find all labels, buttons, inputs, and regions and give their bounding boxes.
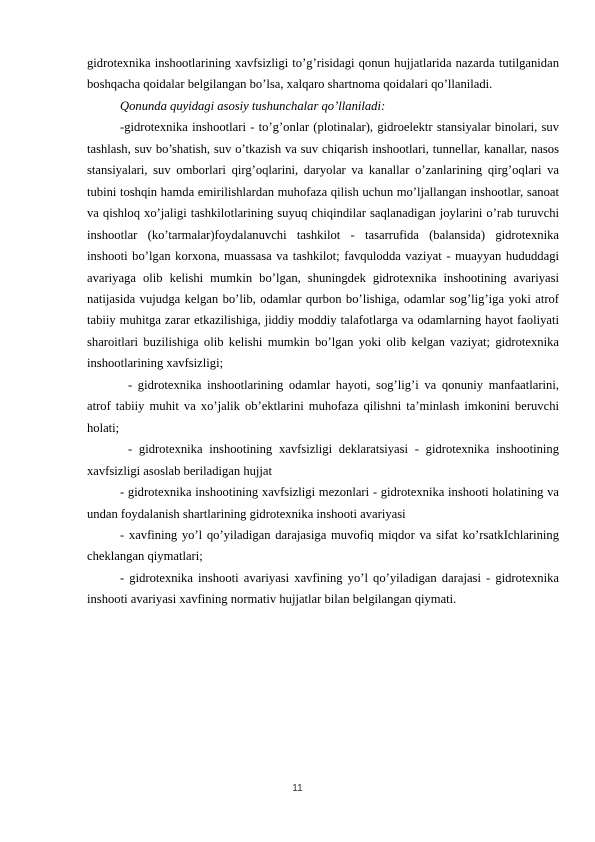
paragraph-definition-safety: - gidrotexnika inshootlarining odamlar hayoti, sog’lig’i va qonuniy manfaatlarini, atrof tabiiy muhit va xo’jalik ob’ektlarini muhofaza qilishni ta’minlash imkonini beruvchi holati;: [87, 377, 559, 435]
paragraph-definition-safety-criteria: - gidrotexnika inshootining xavfsizligi mezonlari - gidrotexnika inshooti holatining va undan foydalanish shartlarining gidrotexnika inshooti avariyasi: [87, 485, 559, 521]
paragraph-definition-safety-declaration: - gidrotexnika inshootining xavfsizligi deklaratsiyasi - gidrotexnika inshootining xavfsizligi asoslab beriladigan hujjat: [87, 442, 559, 478]
paragraph-definition-hydraulic-structures: -gidrotexnika inshootlari - to’g’onlar (plotinalar), gidroelektr stansiyalar binolari, suv tashlash, suv bo’shatish, suv o’tkazish va suv chiqarish inshootlari, tunnellar, kanallar, nasos stansiyalari, suv omborlari qirg’oqlarini, daryolar va kanallar o’zanlarining qirg’oqlari va tubini toshqin hamda emirilishlardan muhofaza qilish uchun mo’ljallangan inshootlar, sanoat va qishloq xo’jaligi tashkilotlarining suyuq chiqindilar saqlanadigan joylarini o’rab turuvchi inshootlar (ko’tarmalar)foydalanuvchi tashkilot - tasarrufida (balansida) gidrotexnika inshooti bo’lgan korxona, muassasa va tashkilot; favqulodda vaziyat - muayyan hududdagi avariyaga olib kelishi mumkin bo’lgan, shuningdek gidrotexnika inshootining avariyasi natijasida vujudga kelgan bo’lib, odamlar qurbon bo’lishiga, odamlar sog’lig’iga yoki atrof tabiiy muhitga zarar etkazilishiga, jiddiy moddiy talafotlarga va odamlarning hayot faoliyati sharoitlari buzilishiga olib kelishi mumkin bo’lgan yoki olib kelgan vaziyat; gidrotexnika inshootlarining xavfsizligi;: [87, 120, 559, 371]
paragraph-definition-accident-risk: - gidrotexnika inshooti avariyasi xavfining yo’l qo’yiladigan darajasi - gidrotexnika inshooti avariyasi xavfining normativ hujjatlar bilan belgilangan qiymati.: [87, 570, 559, 607]
paragraph-definition-risk-level: - xavfining yo’l qo’yiladigan darajasiga muvofiq miqdor va sifat ko’rsatkIchlarining cheklangan qiymatlari;: [87, 527, 559, 564]
document-body: [87, 53, 559, 611]
page-number: 11: [292, 783, 303, 794]
paragraph-intro: gidrotexnika inshootlarining xavfsizligi to’g’risidagi qonun hujjatlarida nazarda tutilganidan boshqacha qoidalar belgilangan bo’lsa, xalqaro shartnoma qoidalari qo’llaniladi.: [87, 56, 559, 92]
paragraph-concepts-heading: Qonunda quyidagi asosiy tushunchalar qo’llaniladi:: [120, 98, 386, 113]
